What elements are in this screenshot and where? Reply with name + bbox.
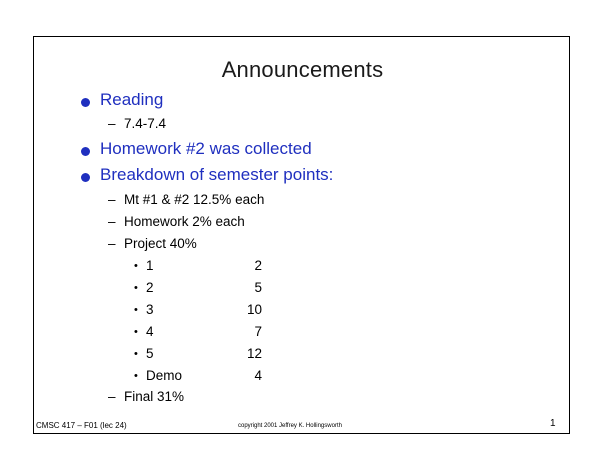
project-points: 7 bbox=[254, 324, 262, 339]
project-points: 2 bbox=[254, 258, 262, 273]
sub-item-project bbox=[108, 236, 197, 251]
sub-item-text: 7.4-7.4 bbox=[124, 116, 167, 131]
sub-item-final bbox=[108, 389, 184, 404]
page-number: 1 bbox=[550, 418, 556, 429]
bullet-homework: Homework #2 was collected bbox=[100, 139, 312, 158]
small-bullet: • bbox=[134, 348, 138, 360]
sub-item-text: Project 40% bbox=[124, 236, 197, 251]
sub-item-midterms bbox=[108, 192, 264, 207]
small-bullet: • bbox=[134, 304, 138, 316]
footer-copyright: copyright 2001 Jeffrey K. Hollingsworth bbox=[238, 423, 342, 429]
bullet-breakdown: Breakdown of semester points: bbox=[100, 165, 334, 184]
dash-marker: – bbox=[108, 192, 116, 207]
project-points: 5 bbox=[254, 280, 262, 295]
project-item: 1 bbox=[146, 258, 154, 273]
bullet-dot bbox=[81, 98, 90, 107]
project-item: 2 bbox=[146, 280, 154, 295]
sub-item-text: Mt #1 & #2 12.5% each bbox=[124, 192, 265, 207]
small-bullet: • bbox=[134, 326, 138, 338]
project-item: 3 bbox=[146, 302, 154, 317]
sub-item-text: Homework 2% each bbox=[124, 214, 245, 229]
project-item: 5 bbox=[146, 346, 154, 361]
bullet-dot bbox=[81, 147, 90, 156]
dash-marker: – bbox=[108, 389, 116, 404]
dash-marker: – bbox=[108, 116, 116, 131]
sub-item-text: Final 31% bbox=[124, 389, 185, 404]
project-item: 4 bbox=[146, 324, 154, 339]
bullet-reading: Reading bbox=[100, 90, 164, 109]
sub-item-homework bbox=[108, 214, 245, 229]
dash-marker: – bbox=[108, 236, 116, 251]
slide-title: Announcements bbox=[221, 57, 384, 82]
bullet-dot bbox=[81, 173, 90, 182]
footer-course: CMSC 417 – F01 (lec 24) bbox=[36, 421, 127, 430]
small-bullet: • bbox=[134, 260, 138, 272]
project-points: 4 bbox=[254, 368, 262, 383]
small-bullet: • bbox=[134, 282, 138, 294]
dash-marker: – bbox=[108, 214, 116, 229]
sub-item-reading-range bbox=[108, 116, 166, 131]
project-points: 10 bbox=[246, 302, 262, 317]
project-item: Demo bbox=[146, 368, 183, 383]
small-bullet: • bbox=[134, 370, 138, 382]
project-points: 12 bbox=[246, 346, 262, 361]
